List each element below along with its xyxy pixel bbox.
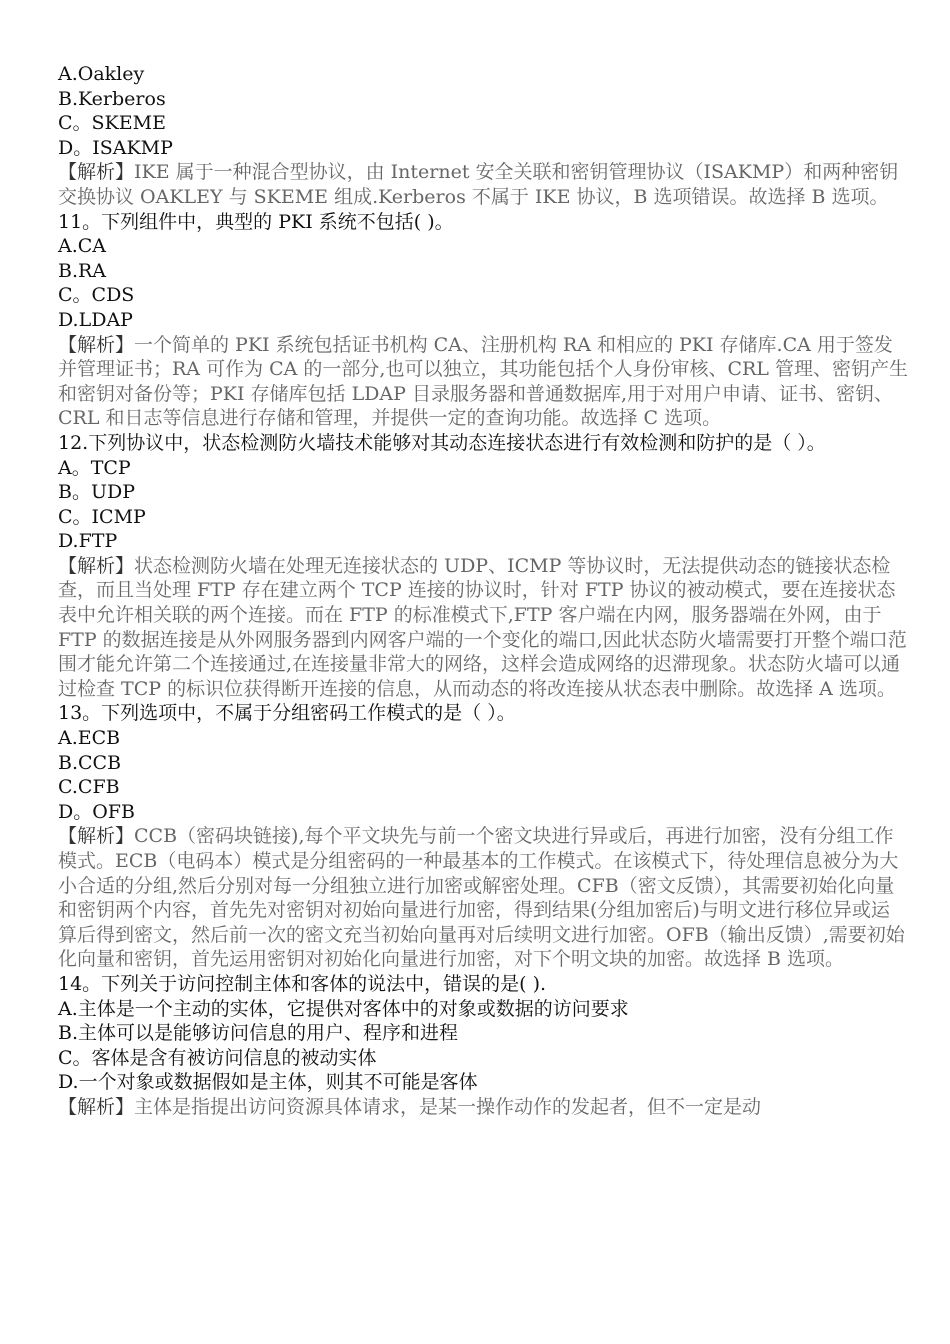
- explanation-text: 一个简单的 PKI 系统包括证书机构 CA、注册机构 RA 和相应的 PKI 存储库.CA 用于签发并管理证书；RA 可作为 CA 的一部分,也可以独立，其功能包括个人身份审核、CRL 管理、密钥产生和密钥对备份等；PKI 存储库包括 LDAP 目录服务器和普通数据库,用于对用户申请、证书、密钥、CRL 和日志等信息进行存储和管理，并提供一定的查询功能。故选择 C 选项。: [58, 333, 908, 430]
- option-c: C.CFB: [58, 776, 120, 799]
- option-d: D。ISAKMP: [58, 136, 173, 159]
- question-12: 12.下列协议中，状态检测防火墙技术能够对其动态连接状态进行有效检测和防护的是（ ）。: [58, 431, 826, 454]
- explanation-tag: 【解析】: [58, 161, 135, 184]
- explanation-tag: 【解析】: [58, 1095, 135, 1118]
- explanation-text: 状态检测防火墙在处理无连接状态的 UDP、ICMP 等协议时，无法提供动态的链接状态检查，而且当处理 FTP 存在建立两个 TCP 连接的协议时，针对 FTP 协议的被动模式，要在连接状态表中允许相关联的两个连接。而在 FTP 的标准模式下,FTP 客户端在内网，服务器端在外网，由于 FTP 的数据连接是从外网服务器到内网客户端的一个变化的端口,因此状态防火墙需要打开整个端口范围才能允许第二个连接通过,在连接量非常大的网络，这样会造成网络的迟滞现象。状态防火墙可以通过检查 TCP 的标识位获得断开连接的信息，从而动态的将改连接从状态表中删除。故选择 A 选项。: [58, 554, 907, 700]
- explanation: [58, 554, 908, 702]
- explanation-text: IKE 属于一种混合型协议，由 Internet 安全关联和密钥管理协议（ISAKMP）和两种密钥交换协议 OAKLEY 与 SKEME 组成.Kerberos 不属于 IKE 协议，B 选项错误。故选择 B 选项。: [58, 161, 899, 208]
- question-11: 11。下列组件中，典型的 PKI 系统不包括( )。: [58, 210, 454, 233]
- option-d: D。OFB: [58, 800, 135, 823]
- option-a: A.主体是一个主动的实体，它提供对客体中的对象或数据的访问要求: [58, 997, 629, 1020]
- explanation: [58, 160, 908, 209]
- explanation-text: CCB（密码块链接),每个平文块先与前一个密文块进行异或后，再进行加密，没有分组工作模式。ECB（电码本）模式是分组密码的一种最基本的工作模式。在该模式下，待处理信息被分为大小合适的分组,然后分别对每一分组独立进行加密或解密处理。CFB（密文反馈），其需要初始化向量和密钥两个内容，首先先对密钥对初始向量进行加密，得到结果(分组加密后)与明文进行移位异或运算后得到密文，然后前一次的密文充当初始向量再对后续明文进行加密。OFB（输出反馈）,需要初始化向量和密钥，首先运用密钥对初始化向量进行加密，对下个明文块的加密。故选择 B 选项。: [58, 825, 905, 971]
- explanation-tag: 【解析】: [58, 554, 135, 577]
- option-a: A.ECB: [58, 727, 121, 750]
- option-d: D.一个对象或数据假如是主体，则其不可能是客体: [58, 1071, 478, 1094]
- option-d: D.LDAP: [58, 308, 133, 331]
- option-c: C。ICMP: [58, 505, 146, 528]
- question-14: 14。下列关于访问控制主体和客体的说法中，错误的是( ).: [58, 972, 547, 995]
- option-a: A.CA: [58, 235, 107, 258]
- option-a: A。TCP: [58, 456, 131, 479]
- explanation: [58, 333, 908, 431]
- option-c: C。客体是含有被访问信息的被动实体: [58, 1046, 377, 1069]
- explanation-tag: 【解析】: [58, 825, 135, 848]
- explanation: [58, 1095, 908, 1120]
- option-b: B。UDP: [58, 481, 135, 504]
- document-page: [58, 62, 908, 1120]
- explanation-text: 主体是指提出访问资源具体请求，是某一操作动作的发起者，但不一定是动: [134, 1095, 762, 1118]
- explanation-tag: 【解析】: [58, 333, 135, 356]
- option-b: B.主体可以是能够访问信息的用户、程序和进程: [58, 1022, 459, 1045]
- option-b: B.CCB: [58, 751, 122, 774]
- option-c: C。CDS: [58, 284, 135, 307]
- question-13: 13。下列选项中，不属于分组密码工作模式的是（ ）。: [58, 702, 516, 725]
- option-b: B.Kerberos: [58, 87, 166, 110]
- option-a: A.Oakley: [58, 63, 145, 85]
- option-b: B.RA: [58, 259, 107, 282]
- option-d: D.FTP: [58, 530, 118, 553]
- explanation: [58, 824, 908, 972]
- option-c: C。SKEME: [58, 112, 166, 135]
